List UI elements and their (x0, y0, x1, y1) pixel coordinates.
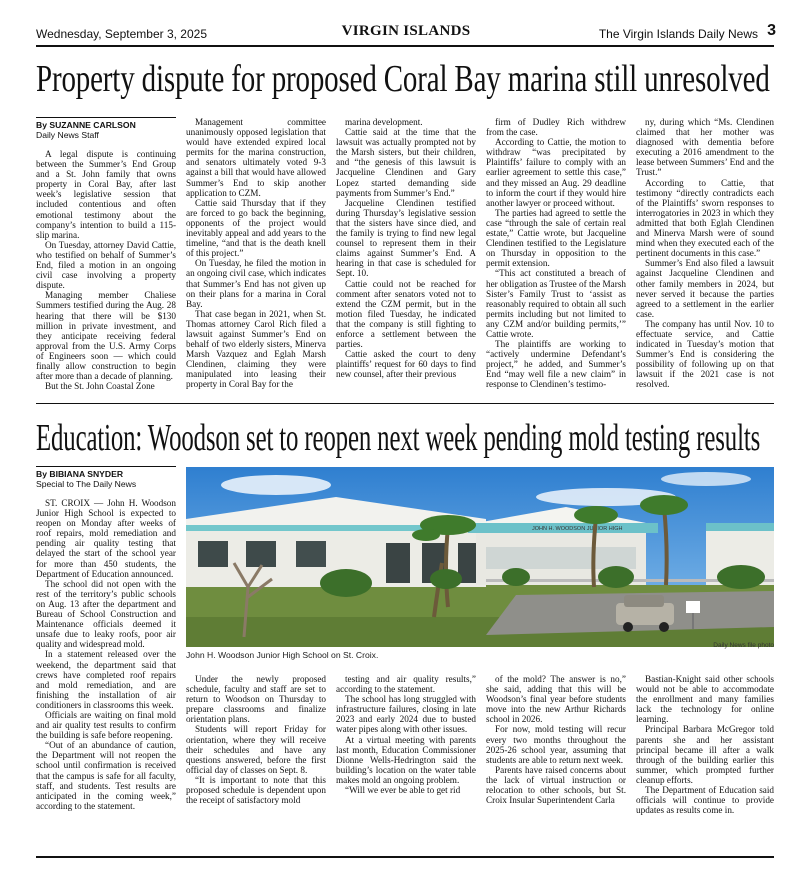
story1-author: By SUZANNE CARLSON (36, 120, 136, 130)
paragraph: According to Cattie, that testimony “directly contradicts each of the Plaintiffs’ sworn responses to interrogatories in 2023 in which they admitted that both Eglah Clendinen and Minerva Marsh were of sound mind when they executed each of the pertinent documents in this case.” (636, 177, 774, 259)
story2-col2-text (186, 674, 326, 805)
paragraph: Managing member Chaliese Summers testified during the Aug. 28 hearing that there will be $130 million in private investment, and they anticipate receiving federal approval from the U.S. Army Corps of Engineers soon — which could finally allow construction to begin after more than a decade of planning. (36, 290, 176, 382)
paragraph: Cattie said at the time that the lawsuit was actually prompted not by the Marsh sisters, but their children, and “the genesis of this lawsuit is Jacqueline Clendinen and Gary Lopez started demanding side payments from Summer’s End.” (336, 127, 476, 198)
story2-col3 (336, 674, 476, 850)
paragraph: Parents have raised concerns about the lack of virtual instruction or relocation to other schools, but St. Croix Insular Superintendent Carla (486, 764, 626, 806)
story1-col3 (336, 117, 476, 397)
story2-col3-text (336, 674, 476, 795)
page-header (36, 22, 776, 44)
story2-col4 (486, 674, 626, 850)
section-name: VIRGIN ISLANDS (341, 23, 471, 39)
paragraph: Management committee unanimously opposed legislation that would have extended expired local permits for the marina construction, and senators ultimately voted 9-3 against a bill that would have allowed Summer’s End to skip another application to CZM. (186, 117, 326, 198)
story2-col1-text (36, 498, 176, 811)
paragraph: But the St. John Coastal Zone (45, 381, 155, 392)
paragraph: The parties had agreed to settle the case “through the sale of certain real estate,” Cattie wrote, but Jacqueline Clendinen testified to the Legislature on Thursday in opposition to the permit extension. (486, 207, 626, 269)
paragraph: The plaintiffs are working to “actively undermine Defendant’s project,” he added, and Summer’s End “may well file a new claim” in response to Clendinen’s testimo- (486, 339, 626, 390)
paragraph: Cattie could not be reached for comment after senators voted not to extend the CZM permit, but in the motion filed Tuesday, he indicated that the company is still fighting to enforce a settlement between the parties. (336, 278, 476, 350)
paragraph: firm of Dudley Rich withdrew from the case. (486, 117, 626, 138)
paragraph: The Department of Education said officials will continue to provide updates as results come in. (636, 785, 774, 816)
header-date: Wednesday, September 3, 2025 (36, 27, 207, 41)
paragraph: “Out of an abundance of caution, the Department will not reopen the school until confirmation is received that the campus is safe for all faculty, staff, and students. Test results are anticipated in the coming week,” according to the statement. (36, 740, 176, 811)
paragraph: “This act constituted a breach of her obligation as Trustee of the Marsh Sister’s Family Trust to ‘assist as reasonably required to obtain all such permits including but not limited to any CZM and/or building permits,’” Cattie wrote. (486, 268, 626, 339)
paragraph: In a statement released over the weekend, the department said that crews have completed roof repairs and mold remediation, and are finishing the installation of air conditioners in classrooms this week. (36, 649, 176, 710)
paragraph: For now, mold testing will recur every two months throughout the 2025-26 school year, assuming that students are able to return next week. (486, 724, 626, 765)
photo-caption: John H. Woodson Junior High School on St. Croix. (186, 650, 379, 660)
paragraph: ST. CROIX — John H. Woodson Junior High School is expected to reopen on Monday after weeks of roof repairs, mold remediation and pending air quality testing that delayed the start of the school year for more than 450 students, the Department of Education announced. (36, 498, 176, 579)
story2-col5-text (636, 674, 774, 815)
footer-rule (36, 856, 774, 858)
story2-byline (36, 466, 176, 489)
page-number: 3 (767, 22, 776, 39)
story1-col4 (486, 117, 626, 397)
photo-credit: Daily News file photo (713, 642, 774, 649)
paragraph: Cattie said Thursday that if they are forced to go back the beginning, opponents of the project would inevitably appeal and add years to the timeline, “and that is the death knell of this project.” (186, 197, 326, 259)
paragraph: A legal dispute is continuing between the Summer’s End Group and a St. John family that owns property in Coral Bay, after last week’s legislative session that included contentious and often emotional testimony about the company’s intention to build a 115-slip marina. (36, 149, 176, 240)
header-rule (36, 45, 774, 47)
story-divider (36, 403, 774, 404)
paragraph: “Will we ever be able to get rid (345, 785, 461, 796)
story2-headline: Education: Woodson set to reopen next week pending mold testing results (36, 417, 761, 459)
paragraph: Principal Barbara McGregor told parents she and her assistant principal became ill after a walk through of the building earlier this summer, which prompted further cleanup efforts. (636, 724, 774, 785)
story2-col2 (186, 674, 326, 850)
paragraph: “It is important to note that this proposed schedule is dependent upon the receipt of satisfactory mold (186, 774, 326, 806)
story2-author-role: Special to The Daily News (36, 479, 137, 489)
paragraph: Students will report Friday for orientation, where they will receive their schedules and have any questions answered, before the first official day of classes on Sept. 8. (186, 724, 326, 775)
paragraph: On Tuesday, attorney David Cattie, who testified on behalf of Summer’s End, filed a motion in an ongoing civil case involving a property dispute. (36, 239, 176, 291)
paragraph: Jacqueline Clendinen testified during Thursday’s legislative session that the sisters have since died, and the family is trying to find new legal counsel to represent them in their claims against Summer’s End. A hearing in that case is scheduled for Sept. 10. (336, 197, 476, 279)
school-sign-text: JOHN H. WOODSON JUNIOR HIGH (532, 526, 623, 532)
paragraph: That case began in 2021, when St. Thomas attorney Carol Rich filed a lawsuit against Summer’s End on behalf of two elderly sisters, Minerva Marsh Vazquez and Eglah Marsh Clendinen, claiming they were manipulated into leasing their property in Coral Bay for the (186, 308, 326, 390)
story2-col5 (636, 674, 774, 850)
paragraph: The school has long struggled with infrastructure failures, closing in late 2023 and early 2024 due to busted water pipes along with other issues. (336, 694, 476, 735)
paragraph: Under the newly proposed schedule, faculty and staff are set to return to Woodson on Thursday to prepare classrooms and finalize orientation plans. (186, 674, 326, 725)
story1-col1-text (36, 149, 176, 391)
story1-headline: Property dispute for proposed Coral Bay marina still unresolved (36, 58, 770, 100)
story2-author: By BIBIANA SNYDER (36, 469, 124, 479)
paragraph: of the mold? The answer is no,” she said, adding that this will be Woodson’s final year before students move into the new Arthur Richards school in 2026. (486, 674, 626, 725)
paragraph: ny, during which “Ms. Clendinen claimed that her mother was diagnosed with dementia before executing a 2016 amendment to the lease between Summers’ End and the Trust.” (636, 117, 774, 178)
paragraph: Officials are waiting on final mold and air quality test results to confirm the building is safe before reopening. (36, 709, 176, 741)
paragraph: According to Cattie, the motion to withdraw “was precipitated by Plaintiffs’ failure to comply with an earlier agreement to settle this case,” and they missed an Aug. 29 deadline to inform the court if they would hire another lawyer or proceed without. (486, 137, 626, 208)
paragraph: Summer’s End also filed a lawsuit against Jacqueline Clendinen and other family members in 2024, but never served it because the parties agreed to a settlement in the earlier case. (636, 258, 774, 319)
school-photo (186, 467, 774, 647)
paragraph: The company has until Nov. 10 to effectuate service, and Cattie indicated in Tuesday’s motion that Summer’s End is considering the possibility of following up on that lawsuit if the 2021 case is not resolved. (636, 318, 774, 390)
paragraph: testing and air quality results,” according to the statement. (336, 674, 476, 695)
story2-col4-text (486, 674, 626, 805)
newspaper-name: The Virgin Islands Daily News (598, 27, 758, 41)
story1-col5-text (636, 117, 774, 390)
story1-col2 (186, 117, 326, 397)
story2-col1 (36, 466, 176, 850)
story1-col1 (36, 117, 176, 397)
story1-col2-text (186, 117, 326, 390)
story1-author-role: Daily News Staff (36, 130, 99, 140)
paragraph: Cattie asked the court to deny plaintiffs’ request for 60 days to find new counsel, after their previous (336, 349, 476, 380)
story1-col4-text (486, 117, 626, 390)
paragraph: Bastian-Knight said other schools would not be able to accommodate the enrollment and many families lack the technology for online learning. (636, 674, 774, 725)
story1-col3-text (336, 117, 476, 379)
paragraph: At a virtual meeting with parents last month, Education Commissioner Dionne Wells-Hedrington said the building’s location on the water table makes mold an ongoing problem. (336, 734, 476, 785)
story1-byline (36, 117, 176, 140)
paragraph: marina development. (345, 117, 423, 127)
story1-col5 (636, 117, 774, 397)
paragraph: On Tuesday, he filed the motion in an ongoing civil case, which indicates that Summer’s End has not given up on their plans for a marina in Coral Bay. (186, 258, 326, 309)
paragraph: The school did not open with the rest of the territory’s public schools on Aug. 13 after the department and Bureau of School Construction and Maintenance officials deemed it unsafe due to leaky roofs, poor air quality and widespread mold. (36, 578, 176, 650)
